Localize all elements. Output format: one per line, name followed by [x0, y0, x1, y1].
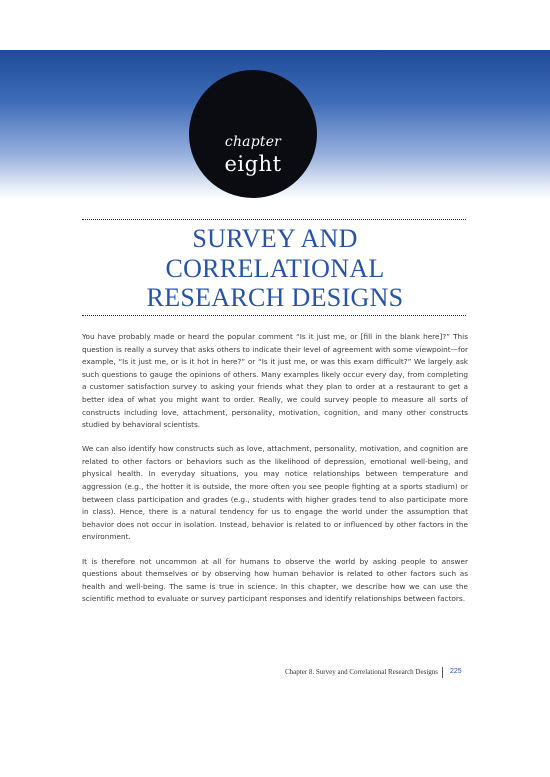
body-paragraph: We can also identify how constructs such as love, attachment, personality, motivation, and cognition are related to other factors or behaviors such as the likelihood of depression, emotional well-being, and physical health. In everyday situations, you may notice relationships between temperature and aggression (e.g., the hotter it is outside, the more often you see people fighting at a sports stadium) or between class participation and grades (e.g., students with higher grades tend to also participate more in class). Hence, there is a natural tendency for us to engage the world under the assumption that behavior does not occur in isolation. Instead, behavior is related to or influenced by other factors in the environment. — [82, 444, 468, 542]
footer-divider — [442, 667, 443, 678]
body-text — [82, 331, 468, 617]
header-band — [0, 50, 550, 198]
body-paragraph: It is therefore not uncommon at all for humans to observe the world by asking people to answer questions about themselves or by observing how human behavior is related to other factors such as health and well-being. The same is true in science. In this chapter, we describe how we can use the scientific method to evaluate or survey participant responses and identify relationships between factors. — [82, 556, 468, 604]
body-paragraph: You have probably made or heard the popular comment “Is it just me, or [fill in the blank here]?” This question is really a survey that asks others to indicate their level of agreement with some viewpoint—for example, “Is it just me, or is it hot in here?” or “Is it just me, or was this exam difficult?” We largely ask such questions to gauge the opinions of others. Many examples likely occur every day, from completing a customer satisfaction survey to asking your friends what they plan to order at a restaurant to get a better idea of what you might want to order. Really, we could survey people to measure all sorts of constructs including love, attachment, personality, motivation, cognition, and many other constructs studied by behavioral scientists. — [82, 332, 468, 430]
chapter-title-line: CORRELATIONAL — [165, 253, 385, 283]
chapter-number: eight — [224, 152, 282, 176]
page-footer — [0, 666, 550, 680]
running-head: Chapter 8. Survey and Correlational Research Designs — [285, 668, 438, 676]
chapter-title — [70, 224, 480, 313]
chapter-title-line: RESEARCH DESIGNS — [146, 283, 404, 312]
chapter-title-line: SURVEY AND — [192, 224, 358, 253]
page-number: 225 — [450, 668, 462, 675]
chapter-badge — [189, 70, 317, 198]
chapter-label: chapter — [224, 134, 282, 150]
title-bottom-rule — [82, 315, 466, 316]
title-top-rule — [82, 219, 466, 220]
